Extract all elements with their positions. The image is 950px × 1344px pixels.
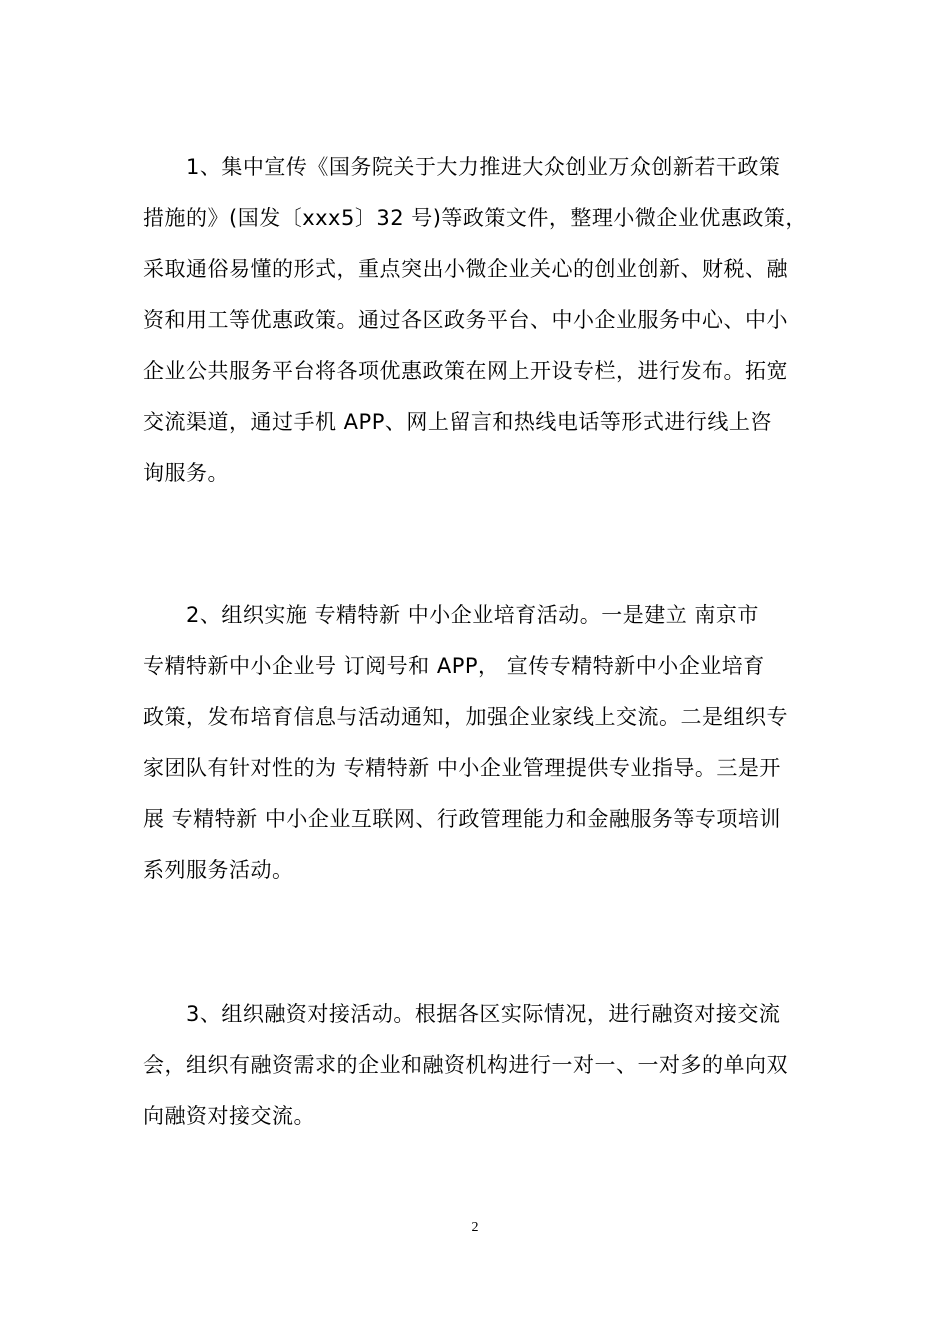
- paragraph-line: 家团队有针对性的为 专精特新 中小企业管理提供专业指导。三是开: [143, 756, 781, 780]
- paragraph-line: 专精特新中小企业号 订阅号和 APP， 宣传专精特新中小企业培育: [143, 654, 765, 678]
- paragraph-line: 会，组织有融资需求的企业和融资机构进行一对一、一对多的单向双: [143, 1053, 788, 1077]
- paragraph-line: 措施的》(国发〔xxx5〕32 号)等政策文件，整理小微企业优惠政策，: [143, 206, 807, 230]
- paragraph-line: 展 专精特新 中小企业互联网、行政管理能力和金融服务等专项培训: [143, 807, 781, 831]
- paragraph-line: 系列服务活动。: [143, 858, 294, 882]
- paragraph-1: [143, 142, 813, 499]
- paragraph-line: 资和用工等优惠政策。通过各区政务平台、中小企业服务中心、中小: [143, 308, 788, 332]
- paragraph-line: 政策，发布培育信息与活动通知，加强企业家线上交流。二是组织专: [143, 705, 788, 729]
- paragraph-line: 采取通俗易懂的形式，重点突出小微企业关心的创业创新、财税、融: [143, 257, 788, 281]
- paragraph-line: 向融资对接交流。: [143, 1104, 315, 1128]
- paragraph-line: 1、集中宣传《国务院关于大力推进大众创业万众创新若干政策: [143, 155, 781, 179]
- paragraph-line: 企业公共服务平台将各项优惠政策在网上开设专栏，进行发布。拓宽: [143, 359, 788, 383]
- paragraph-line: 3、组织融资对接活动。根据各区实际情况，进行融资对接交流: [143, 1002, 781, 1026]
- paragraph-3: [143, 989, 813, 1142]
- paragraph-2: [143, 590, 813, 896]
- paragraph-line: 交流渠道，通过手机 APP、网上留言和热线电话等形式进行线上咨: [143, 410, 772, 434]
- page-number: 2: [471, 1220, 479, 1235]
- paragraph-line: 询服务。: [143, 461, 229, 485]
- paragraph-line: 2、组织实施 专精特新 中小企业培育活动。一是建立 南京市: [143, 603, 759, 627]
